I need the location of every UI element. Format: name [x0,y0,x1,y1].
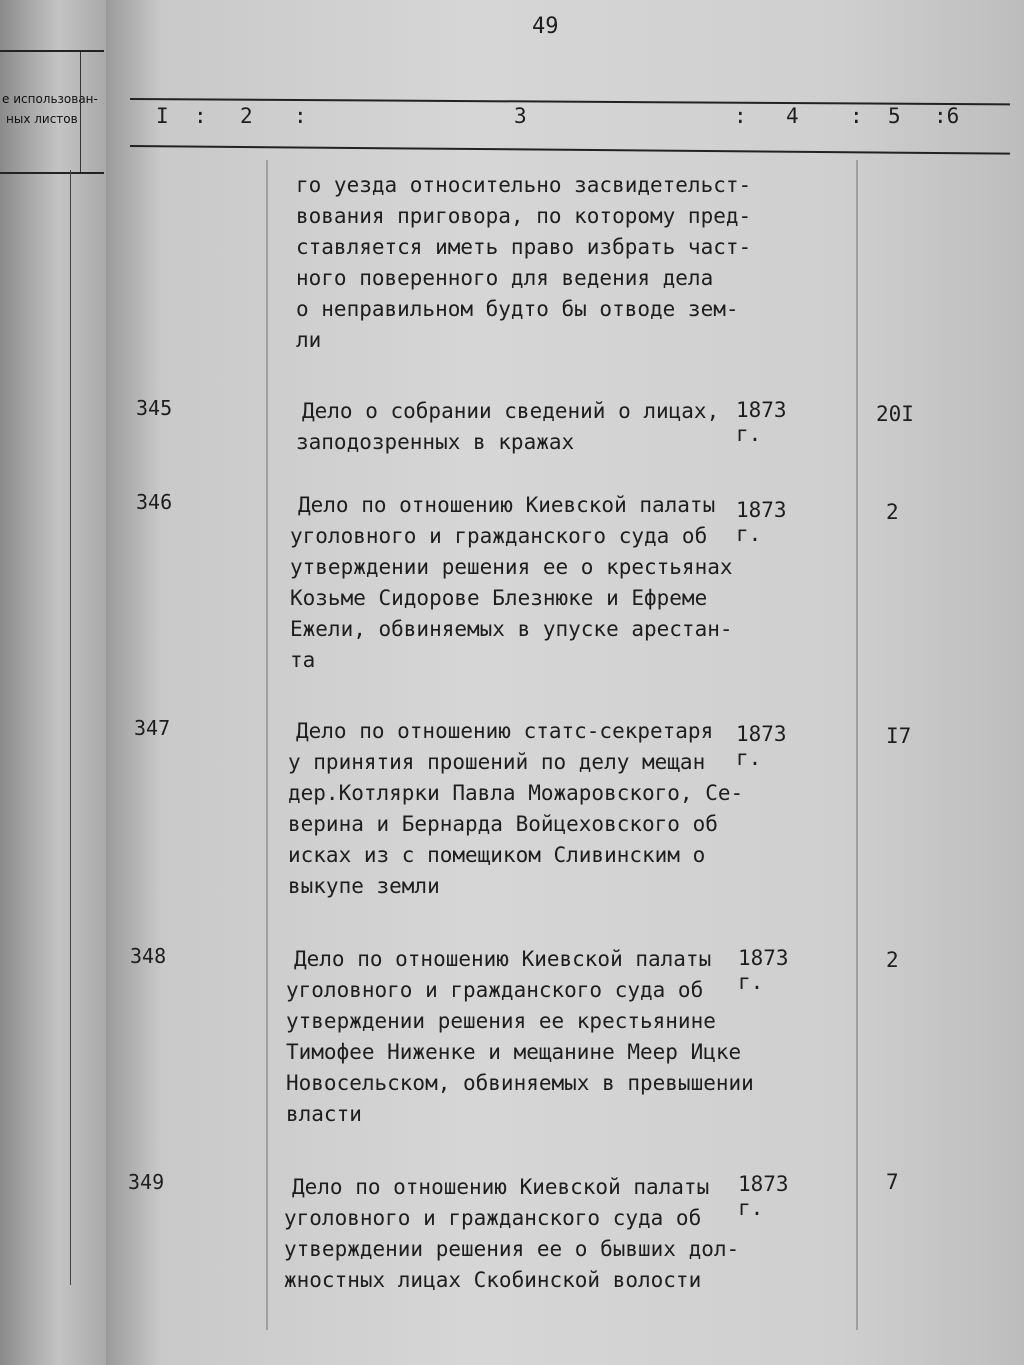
description-line: о неправильном будто бы отводе зем- [296,297,739,321]
description-line: уголовного и гражданского суда об [290,524,708,548]
description-line: Дело о собрании сведений о лицах, [302,399,720,423]
header-top-rule [130,98,1010,105]
description-line: вования приговора, по которому пред- [296,204,752,228]
description-line: та [290,648,316,672]
description-line: Дело по отношению статс-секретаря [296,719,714,743]
description-line: исках из с помещиком Сливинским о [288,843,706,867]
column-separator: : [850,104,863,128]
header-bottom-rule [130,145,1010,155]
column-header-5: 5 [888,104,901,128]
entry-year: 1873 г. [736,398,787,446]
description-line: у принятия прошений по делу мещан [288,750,706,774]
entry-sheet-count: 2 [886,948,899,972]
description-line: Ежели, обвиняемых в упуске арестан- [290,617,733,641]
column-header-3: 3 [514,104,527,128]
column-header-2: 2 [240,104,253,128]
entry-description [290,490,898,676]
entry-description [286,944,894,1130]
document-page [106,0,1024,1365]
entry-description [296,396,902,458]
entry-year: 1873 г. [738,946,789,994]
entry-number: 346 [136,490,173,514]
description-line: Тимофее Ниженке и мещанине Меер Ицке [286,1040,742,1064]
description-line: Новосельском, обвиняемых в превышении [286,1071,754,1095]
description-line: ставляется иметь право избрать част- [296,235,752,259]
entry-number: 348 [130,944,167,968]
description-line: утверждении решения ее крестьянине [286,1009,716,1033]
description-line: выкупе земли [288,874,440,898]
entry-sheet-count: 7 [886,1170,899,1194]
entry-sheet-count: 20I [876,402,914,426]
description-line: Дело по отношению Киевской палаты [298,493,716,517]
description-line: утверждении решения ее о бывших дол- [284,1237,740,1261]
entry-description [284,1172,892,1296]
description-line: уголовного и гражданского суда об [284,1206,702,1230]
entry-year: 1873 г. [738,1172,789,1220]
description-line: Дело по отношению Киевской палаты [292,1175,710,1199]
entry-number: 349 [128,1170,165,1194]
entry-year: 1873 г. [736,722,787,770]
description-line: Дело по отношению Киевской палаты [294,947,712,971]
description-line: власти [286,1102,362,1126]
page-number: 49 [532,14,559,39]
description-line: Козьме Сидорове Блезнюке и Ефреме [290,586,708,610]
description-line: го уезда относительно засвидетельст- [296,173,752,197]
entry-description [288,716,896,902]
column-separator: : [294,104,307,128]
entry-year: 1873 г. [736,498,787,546]
description-line: заподозренных в кражах [296,430,575,454]
facing-header-line1: е использован- [2,92,98,106]
description-line: жностных лицах Скобинской волости [284,1268,702,1292]
description-line: ного поверенного для ведения дела [296,266,714,290]
description-line: ли [296,328,322,352]
column-header-6: :6 [934,104,960,128]
entry-description [296,170,896,356]
description-line: дер.Котлярки Павла Можаровского, Се- [288,781,744,805]
facing-page-edge [0,0,108,1365]
entry-number: 347 [134,716,171,740]
entry-sheet-count: I7 [886,724,912,748]
facing-page-header [0,50,104,174]
description-line: уголовного и гражданского суда об [286,978,704,1002]
column-header-4: 4 [786,104,799,128]
description-line: верина и Бернарда Войцеховского об [288,812,718,836]
entry-sheet-count: 2 [886,500,899,524]
column-separator: : [194,104,207,128]
facing-column-rule [70,170,71,1285]
facing-header-divider [80,52,81,172]
entry-number: 345 [136,396,173,420]
column-header-1: I [156,104,169,128]
column-rule-left [266,160,268,1330]
facing-header-line2: ных листов [6,112,78,126]
column-separator: : [734,104,747,128]
description-line: утверждении решения ее о крестьянах [290,555,733,579]
